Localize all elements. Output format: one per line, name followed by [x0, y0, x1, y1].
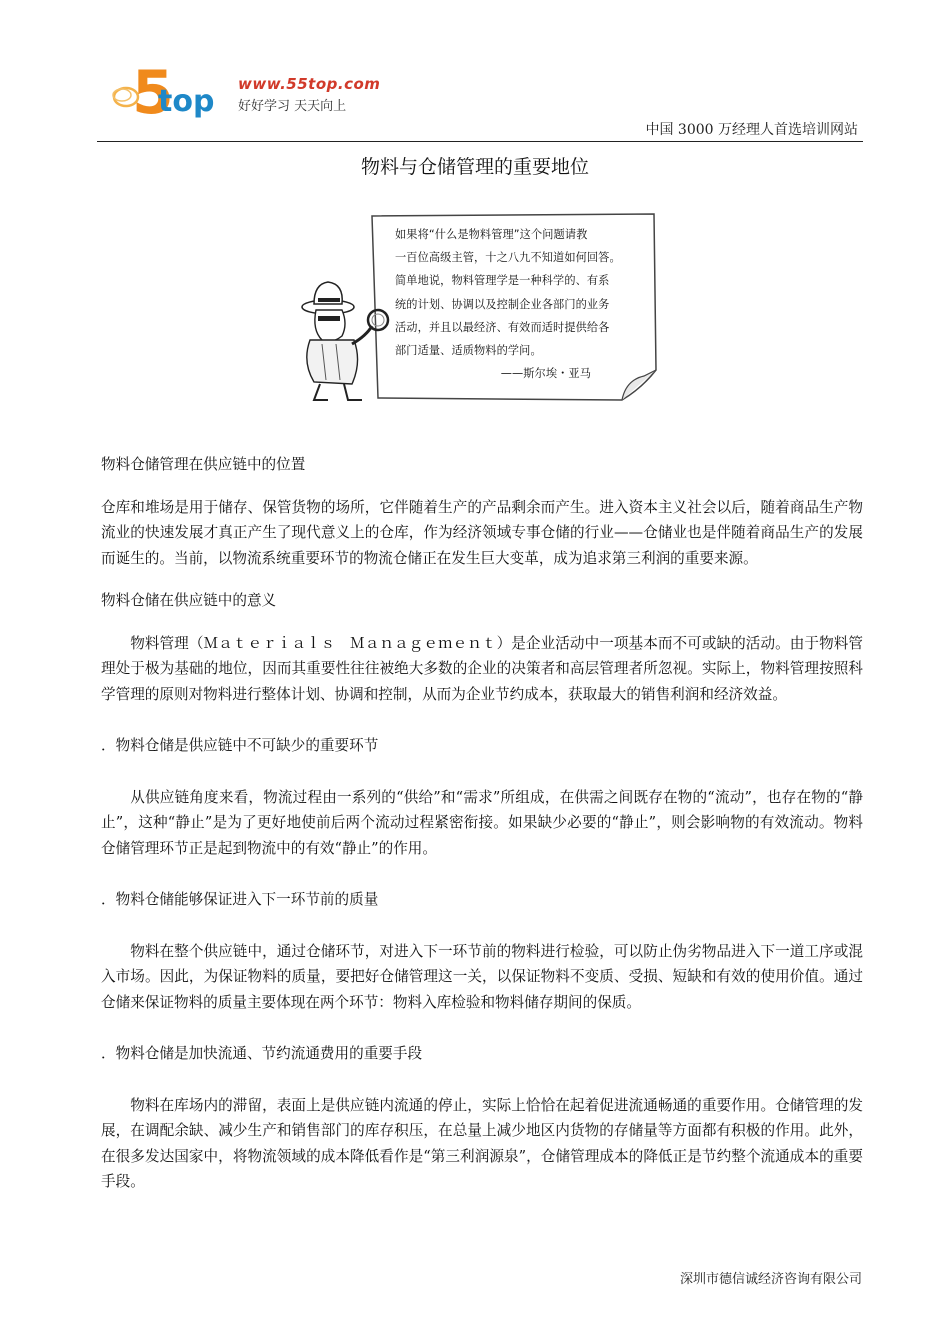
bullet-heading: ．物料仓储是加快流通、节约流通费用的重要手段 — [101, 1045, 423, 1062]
logo-slogan: 好好学习 天天向上 — [238, 99, 347, 114]
quote-block — [395, 223, 657, 385]
body-paragraph: 仓库和堆场是用于储存、保管货物的场所，它伴随着生产的产品剩余而产生。进入资本主义社会以后，随着商品生产物流业的快速发展才真正产生了现代意义上的仓库，作为经济领域专事仓储的行业——仓储业也是伴随着商品生产的发展而诞生的。当前，以物流系统重要环节的物流仓储正在发生巨大变革，成为追求第三利润的重要来源。 — [101, 498, 863, 567]
quote-line: 活动，并且以最经济、有效而适时提供给各 — [395, 320, 610, 334]
quote-line: 简单地说，物料管理学是一种科学的、有系 — [395, 274, 610, 288]
section-heading: 物料仓储在供应链中的意义 — [101, 592, 277, 609]
footer-company: 深圳市德信诚经济咨询有限公司 — [679, 1272, 862, 1287]
body-paragraph: 从供应链角度来看，物流过程由一系列的“供给”和“需求”所组成，在供需之间既存在物的“流动”，也存在物的“静止”，这种“静止”是为了更好地使前后两个流动过程紧密衔接。如果缺少必要的“静止”，则会影响物的有效流动。物料仓储管理环节正是起到物流中的有效“静止”的作用。 — [101, 788, 863, 857]
body-paragraph: 物料在整个供应链中，通过仓储环节，对进入下一环节前的物料进行检验，可以防止伪劣物品进入下一道工序或混入市场。因此，为保证物料的质量，要把好仓储管理这一关，以保证物料不变质、受损、短缺和有效的使用价值。通过仓储来保证物料的质量主要体现在两个环节：物料入库检验和物料储存期间的保质。 — [101, 942, 863, 1011]
quote-line: 一百位高级主管，十之八九不知道如何回答。 — [395, 251, 621, 265]
site-logo[interactable] — [108, 55, 408, 127]
logo-word: top — [158, 84, 215, 119]
quote-line: 统的计划、协调以及控制企业各部门的业务 — [395, 297, 610, 311]
bullet-heading: ．物料仓储能够保证进入下一环节前的质量 — [101, 891, 379, 908]
quote-attribution: ——斯尔埃・亚马 — [500, 367, 591, 381]
bullet-heading: ．物料仓储是供应链中不可缺少的重要环节 — [101, 737, 379, 754]
logo-url: www.55top.com — [238, 75, 381, 93]
body-paragraph: 物料在库场内的滞留，表面上是供应链内流通的停止，实际上恰恰在起着促进流通畅通的重要作用。仓储管理的发展，在调配余缺、减少生产和销售部门的库存积压，在总量上减少地区内货物的存储量等方面都有积极的作用。此外，在很多发达国家中，将物流领域的成本降低看作是“第三利润源泉”，仓储管理成本的降低正是节约整个流通成本的重要手段。 — [101, 1096, 863, 1190]
body-paragraph: 物料管理（Ｍａｔｅｒｉａｌｓ Ｍａｎａｇｅｍｅｎｔ）是企业活动中一项基本而不可或缺的活动。由于物料管理处于极为基础的地位，因而其重要性往往被绝大多数的企业的决策者和高层管理者所忽视。实际上，物料管理按照科学管理的原则对物料进行整体计划、协调和控制，从而为企业节约成本，获取最大的销售利润和经济效益。 — [101, 634, 863, 703]
header-tagline: 中国 3000 万经理人首选培训网站 — [645, 122, 858, 138]
header-divider — [97, 141, 863, 142]
quote-line: 如果将“什么是物料管理”这个问题请教 — [395, 228, 588, 241]
section-heading: 物料仓储管理在供应链中的位置 — [101, 456, 306, 473]
document-title: 物料与仓储管理的重要地位 — [360, 156, 589, 178]
logo-number: 5 — [132, 58, 174, 127]
logo-mark-icon — [108, 55, 238, 127]
quote-line: 部门适量、适质物料的学问。 — [395, 344, 542, 358]
document-body — [101, 452, 863, 1212]
